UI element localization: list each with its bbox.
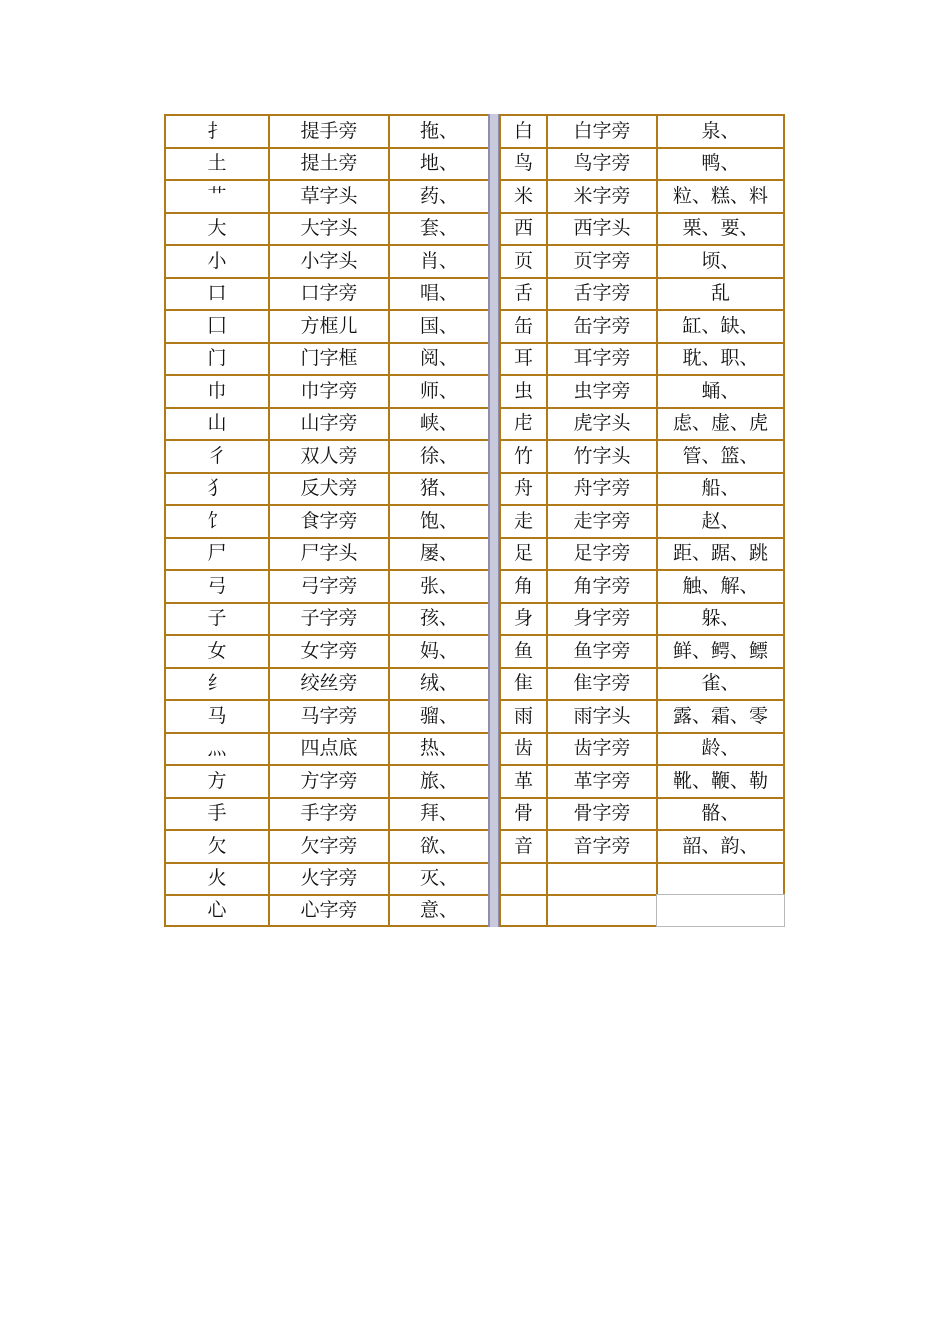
example-chars-cell: 热、 xyxy=(388,732,488,765)
example-chars-cell: 妈、 xyxy=(388,634,488,667)
table-row xyxy=(164,732,785,765)
table-row xyxy=(164,504,785,537)
example-chars-cell: 露、霜、零 xyxy=(656,699,785,732)
radical-cell xyxy=(499,894,546,927)
radical-cell: 耳 xyxy=(499,342,546,375)
radical-cell: 手 xyxy=(164,797,268,830)
radical-name-cell: 骨字旁 xyxy=(546,797,656,830)
radical-name-cell: 方框儿 xyxy=(268,309,388,342)
radical-name-cell: 鸟字旁 xyxy=(546,147,656,180)
table-row xyxy=(164,634,785,667)
radical-cell: 虫 xyxy=(499,374,546,407)
radical-name-cell: 白字旁 xyxy=(546,114,656,147)
radical-cell: 女 xyxy=(164,634,268,667)
radical-cell: 火 xyxy=(164,862,268,895)
radical-name-cell: 舟字旁 xyxy=(546,472,656,505)
table-row xyxy=(164,894,785,927)
column-separator xyxy=(488,244,499,277)
example-chars-cell: 船、 xyxy=(656,472,785,505)
radical-name-cell: 巾字旁 xyxy=(268,374,388,407)
example-chars-cell: 绒、 xyxy=(388,667,488,700)
example-chars-cell: 鸭、 xyxy=(656,147,785,180)
radical-name-cell: 弓字旁 xyxy=(268,569,388,602)
column-separator xyxy=(488,439,499,472)
table-row xyxy=(164,114,785,147)
example-chars-cell: 顷、 xyxy=(656,244,785,277)
radical-cell: 革 xyxy=(499,764,546,797)
radical-name-cell: 身字旁 xyxy=(546,602,656,635)
example-chars-cell: 猪、 xyxy=(388,472,488,505)
radical-cell: 虍 xyxy=(499,407,546,440)
table-row xyxy=(164,342,785,375)
table-row xyxy=(164,764,785,797)
radical-name-cell: 双人旁 xyxy=(268,439,388,472)
example-chars-cell: 栗、要、 xyxy=(656,212,785,245)
radical-name-cell: 虎字头 xyxy=(546,407,656,440)
radical-cell: 心 xyxy=(164,894,268,927)
example-chars-cell: 躲、 xyxy=(656,602,785,635)
radical-name-cell: 鱼字旁 xyxy=(546,634,656,667)
radical-name-cell: 舌字旁 xyxy=(546,277,656,310)
column-separator xyxy=(488,309,499,342)
column-separator xyxy=(488,114,499,147)
column-separator xyxy=(488,797,499,830)
radical-name-cell: 隹字旁 xyxy=(546,667,656,700)
example-chars-cell: 地、 xyxy=(388,147,488,180)
radical-name-cell: 足字旁 xyxy=(546,537,656,570)
example-chars-cell: 赵、 xyxy=(656,504,785,537)
column-separator xyxy=(488,862,499,895)
radical-cell: 角 xyxy=(499,569,546,602)
column-separator xyxy=(488,699,499,732)
example-chars-cell: 套、 xyxy=(388,212,488,245)
example-chars-cell xyxy=(656,894,785,927)
radical-cell: 扌 xyxy=(164,114,268,147)
column-separator xyxy=(488,569,499,602)
example-chars-cell: 峡、 xyxy=(388,407,488,440)
table-row xyxy=(164,667,785,700)
example-chars-cell xyxy=(656,862,785,895)
radical-cell: 隹 xyxy=(499,667,546,700)
example-chars-cell: 骝、 xyxy=(388,699,488,732)
radical-name-cell: 马字旁 xyxy=(268,699,388,732)
example-chars-cell: 缸、缺、 xyxy=(656,309,785,342)
example-chars-cell: 管、篮、 xyxy=(656,439,785,472)
table-row xyxy=(164,407,785,440)
example-chars-cell: 意、 xyxy=(388,894,488,927)
example-chars-cell: 屡、 xyxy=(388,537,488,570)
radical-name-cell: 尸字头 xyxy=(268,537,388,570)
radical-name-cell: 走字旁 xyxy=(546,504,656,537)
radical-cell: 土 xyxy=(164,147,268,180)
example-chars-cell: 灭、 xyxy=(388,862,488,895)
radical-name-cell: 竹字头 xyxy=(546,439,656,472)
radical-name-cell: 页字旁 xyxy=(546,244,656,277)
table-row xyxy=(164,829,785,862)
radical-name-cell: 手字旁 xyxy=(268,797,388,830)
radical-cell: 方 xyxy=(164,764,268,797)
radical-cell: 饣 xyxy=(164,504,268,537)
table-row xyxy=(164,439,785,472)
radical-name-cell xyxy=(546,894,656,927)
example-chars-cell: 肖、 xyxy=(388,244,488,277)
radical-name-cell: 火字旁 xyxy=(268,862,388,895)
column-separator xyxy=(488,342,499,375)
radical-cell: 缶 xyxy=(499,309,546,342)
table-row xyxy=(164,374,785,407)
table-row xyxy=(164,602,785,635)
radical-name-cell: 米字旁 xyxy=(546,179,656,212)
radical-name-cell: 草字头 xyxy=(268,179,388,212)
column-separator xyxy=(488,374,499,407)
radical-name-cell: 齿字旁 xyxy=(546,732,656,765)
radical-cell: 囗 xyxy=(164,309,268,342)
radical-cell: 鱼 xyxy=(499,634,546,667)
example-chars-cell: 龄、 xyxy=(656,732,785,765)
column-separator xyxy=(488,537,499,570)
radical-name-cell: 雨字头 xyxy=(546,699,656,732)
table-row xyxy=(164,472,785,505)
radical-cell xyxy=(499,862,546,895)
radical-cell: 雨 xyxy=(499,699,546,732)
radical-cell: 彳 xyxy=(164,439,268,472)
example-chars-cell: 饱、 xyxy=(388,504,488,537)
radical-cell: 西 xyxy=(499,212,546,245)
radical-name-cell xyxy=(546,862,656,895)
radical-cell: 身 xyxy=(499,602,546,635)
example-chars-cell: 孩、 xyxy=(388,602,488,635)
table-row xyxy=(164,277,785,310)
table-row xyxy=(164,569,785,602)
radical-cell: 口 xyxy=(164,277,268,310)
table-row xyxy=(164,212,785,245)
radical-cell: 灬 xyxy=(164,732,268,765)
column-separator xyxy=(488,147,499,180)
table-row xyxy=(164,862,785,895)
column-separator xyxy=(488,212,499,245)
radical-table xyxy=(164,114,785,927)
column-separator xyxy=(488,472,499,505)
column-separator xyxy=(488,829,499,862)
column-separator xyxy=(488,504,499,537)
radical-cell: 小 xyxy=(164,244,268,277)
example-chars-cell: 靴、鞭、勒 xyxy=(656,764,785,797)
example-chars-cell: 骼、 xyxy=(656,797,785,830)
column-separator xyxy=(488,634,499,667)
table-row xyxy=(164,797,785,830)
radical-cell: 门 xyxy=(164,342,268,375)
column-separator xyxy=(488,764,499,797)
table-row xyxy=(164,147,785,180)
example-chars-cell: 蛹、 xyxy=(656,374,785,407)
radical-name-cell: 四点底 xyxy=(268,732,388,765)
radical-name-cell: 食字旁 xyxy=(268,504,388,537)
radical-name-cell: 子字旁 xyxy=(268,602,388,635)
radical-name-cell: 大字头 xyxy=(268,212,388,245)
table-row xyxy=(164,179,785,212)
example-chars-cell: 拖、 xyxy=(388,114,488,147)
radical-name-cell: 门字框 xyxy=(268,342,388,375)
column-separator xyxy=(488,602,499,635)
example-chars-cell: 旅、 xyxy=(388,764,488,797)
example-chars-cell: 唱、 xyxy=(388,277,488,310)
radical-cell: 页 xyxy=(499,244,546,277)
radical-name-cell: 耳字旁 xyxy=(546,342,656,375)
example-chars-cell: 药、 xyxy=(388,179,488,212)
column-separator xyxy=(488,894,499,927)
table-row xyxy=(164,244,785,277)
radical-name-cell: 欠字旁 xyxy=(268,829,388,862)
example-chars-cell: 鲜、鳄、鳔 xyxy=(656,634,785,667)
column-separator xyxy=(488,179,499,212)
table-row xyxy=(164,309,785,342)
example-chars-cell: 国、 xyxy=(388,309,488,342)
radical-cell: 犭 xyxy=(164,472,268,505)
radical-name-cell: 提手旁 xyxy=(268,114,388,147)
example-chars-cell: 师、 xyxy=(388,374,488,407)
radical-name-cell: 角字旁 xyxy=(546,569,656,602)
radical-cell: 齿 xyxy=(499,732,546,765)
radical-name-cell: 山字旁 xyxy=(268,407,388,440)
example-chars-cell: 韶、韵、 xyxy=(656,829,785,862)
radical-cell: 足 xyxy=(499,537,546,570)
radical-cell: 艹 xyxy=(164,179,268,212)
example-chars-cell: 距、踞、跳 xyxy=(656,537,785,570)
column-separator xyxy=(488,277,499,310)
column-separator xyxy=(488,732,499,765)
example-chars-cell: 粒、糕、料 xyxy=(656,179,785,212)
radical-name-cell: 反犬旁 xyxy=(268,472,388,505)
example-chars-cell: 泉、 xyxy=(656,114,785,147)
radical-cell: 尸 xyxy=(164,537,268,570)
column-separator xyxy=(488,407,499,440)
radical-name-cell: 西字头 xyxy=(546,212,656,245)
radical-cell: 大 xyxy=(164,212,268,245)
example-chars-cell: 乱 xyxy=(656,277,785,310)
radical-cell: 米 xyxy=(499,179,546,212)
table-row xyxy=(164,537,785,570)
radical-cell: 白 xyxy=(499,114,546,147)
radical-cell: 欠 xyxy=(164,829,268,862)
example-chars-cell: 拜、 xyxy=(388,797,488,830)
table-row xyxy=(164,699,785,732)
example-chars-cell: 张、 xyxy=(388,569,488,602)
radical-cell: 巾 xyxy=(164,374,268,407)
example-chars-cell: 欲、 xyxy=(388,829,488,862)
radical-name-cell: 缶字旁 xyxy=(546,309,656,342)
radical-name-cell: 方字旁 xyxy=(268,764,388,797)
example-chars-cell: 触、解、 xyxy=(656,569,785,602)
radical-cell: 音 xyxy=(499,829,546,862)
example-chars-cell: 虑、虚、虎 xyxy=(656,407,785,440)
radical-cell: 骨 xyxy=(499,797,546,830)
example-chars-cell: 徐、 xyxy=(388,439,488,472)
radical-cell: 马 xyxy=(164,699,268,732)
radical-cell: 竹 xyxy=(499,439,546,472)
radical-cell: 鸟 xyxy=(499,147,546,180)
radical-cell: 走 xyxy=(499,504,546,537)
radical-name-cell: 小字头 xyxy=(268,244,388,277)
radical-name-cell: 虫字旁 xyxy=(546,374,656,407)
radical-name-cell: 心字旁 xyxy=(268,894,388,927)
example-chars-cell: 阅、 xyxy=(388,342,488,375)
column-separator xyxy=(488,667,499,700)
radical-cell: 弓 xyxy=(164,569,268,602)
radical-cell: 子 xyxy=(164,602,268,635)
radical-name-cell: 革字旁 xyxy=(546,764,656,797)
radical-name-cell: 提土旁 xyxy=(268,147,388,180)
radical-cell: 舌 xyxy=(499,277,546,310)
radical-name-cell: 女字旁 xyxy=(268,634,388,667)
radical-cell: 山 xyxy=(164,407,268,440)
example-chars-cell: 雀、 xyxy=(656,667,785,700)
radical-name-cell: 口字旁 xyxy=(268,277,388,310)
radical-cell: 舟 xyxy=(499,472,546,505)
radical-name-cell: 音字旁 xyxy=(546,829,656,862)
radical-name-cell: 绞丝旁 xyxy=(268,667,388,700)
radical-cell: 纟 xyxy=(164,667,268,700)
example-chars-cell: 耽、职、 xyxy=(656,342,785,375)
